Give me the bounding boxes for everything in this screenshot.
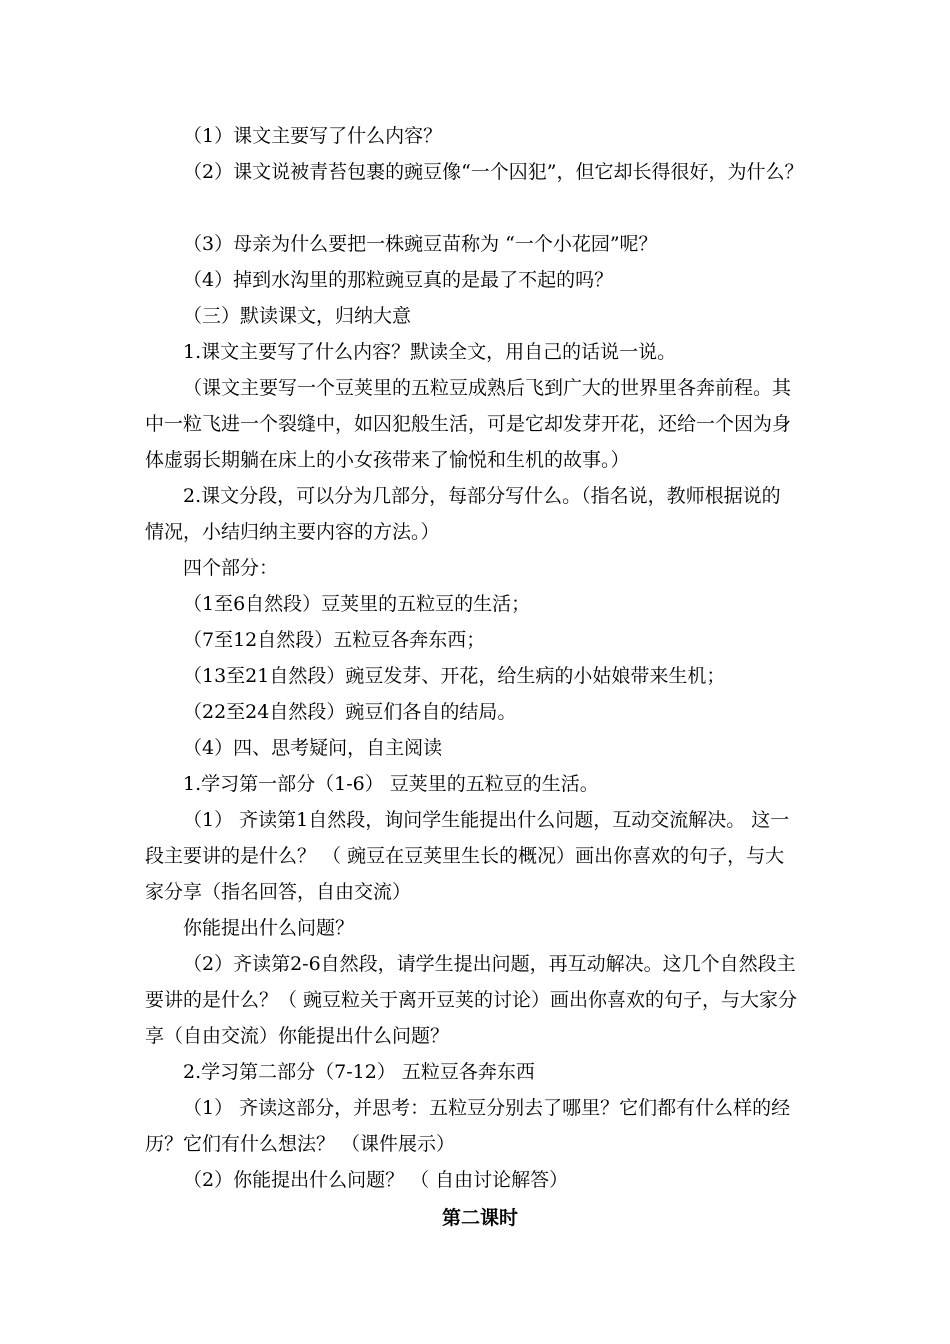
study-part-2: 2.学习第二部分（7-12） 五粒豆各奔东西 [183,1061,535,1083]
study-part-1-q1-line-1: （1） 齐读第1自然段，询问学生能提出什么问题，互动交流解决。 这一 [183,809,790,831]
question-4: （4）掉到水沟里的那粒豌豆真的是最了不起的吗？ [183,269,614,291]
study-part-1-q1-line-2: 段主要讲的是什么？ （ 豌豆在豆荚里生长的概况）画出你喜欢的句子，与大 [145,845,785,867]
document-page [145,118,815,1236]
study-part-1-q2-line-3: 享（自由交流）你能提出什么问题？ [145,1025,450,1047]
part-3: （13至21自然段）豌豆发芽、开花，给生病的小姑娘带来生机； [183,665,726,687]
heading-think-question: （4）四、思考疑问，自主阅读 [183,737,443,759]
study-part-1-q2-line-2: 要讲的是什么？（ 豌豆粒关于离开豆荚的讨论）画出你喜欢的句子，与大家分 [145,989,798,1011]
part-2: （7至12自然段）五粒豆各奔东西； [183,629,486,651]
study-part-1-q2-line-1: （2）齐读第2-6自然段，请学生提出问题，再互动解决。这几个自然段主 [183,953,796,975]
part-1: （1至6自然段）豆荚里的五粒豆的生活； [183,593,531,615]
question-1: （1）课文主要写了什么内容？ [183,125,443,147]
item-2-line-1: 2.课文分段，可以分为几部分，每部分写什么。（指名说，教师根据说的 [183,485,781,507]
item-1: 1.课文主要写了什么内容？默读全文，用自己的话说一说。 [183,341,677,363]
answer-line-3: 体虚弱长期躺在床上的小女孩带来了愉悦和生机的故事。） [145,449,630,471]
answer-line-2: 中一粒飞进一个裂缝中，如囚犯般生活，可是它却发芽开花，还给一个因为身 [145,413,792,435]
study-part-2-q1-line-2: 历？它们有什么想法？ （课件展示） [145,1133,456,1155]
question-2: （2）课文说被青苔包裹的豌豆像“一个囚犯”，但它却长得很好，为什么？ [183,161,804,183]
section-title: 第二课时 [441,1207,518,1229]
blank-gap [145,190,815,226]
question-3: （3）母亲为什么要把一株豌豆苗称为 “一个小花园”呢？ [183,233,658,255]
study-part-1-question: 你能提出什么问题？ [183,917,355,939]
study-part-2-q2: （2）你能提出什么问题？ （ 自由讨论解答） [183,1169,569,1191]
heading-silent-reading: （三）默读课文，归纳大意 [183,305,412,327]
study-part-1: 1.学习第一部分（1-6） 豆荚里的五粒豆的生活。 [183,773,599,795]
part-4: （22至24自然段）豌豆们各自的结局。 [183,701,517,723]
item-2-line-2: 情况，小结归纳主要内容的方法。） [145,521,440,543]
study-part-2-q1-line-1: （1） 齐读这部分，并思考：五粒豆分别去了哪里？它们都有什么样的经 [183,1097,791,1119]
study-part-1-q1-line-3: 家分享（指名回答，自由交流） [145,881,412,903]
four-parts-heading: 四个部分： [183,557,279,579]
answer-line-1: （课文主要写一个豆荚里的五粒豆成熟后飞到广大的世界里各奔前程。其 [183,377,792,399]
